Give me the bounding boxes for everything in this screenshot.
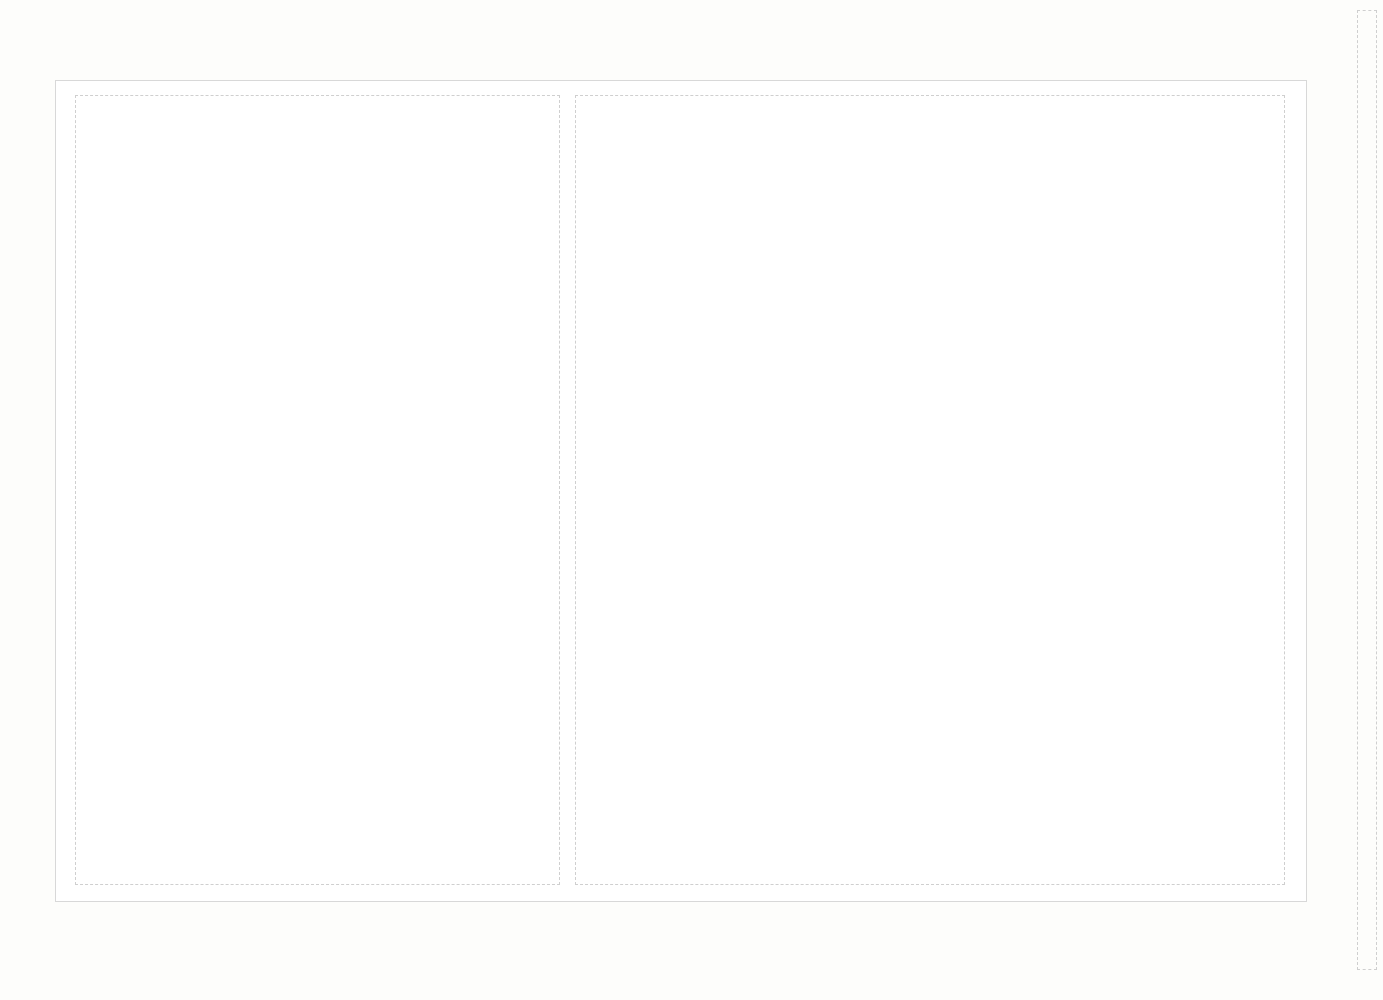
left-text-column bbox=[75, 95, 560, 885]
right-text-column bbox=[575, 95, 1285, 885]
side-note bbox=[1357, 10, 1377, 970]
